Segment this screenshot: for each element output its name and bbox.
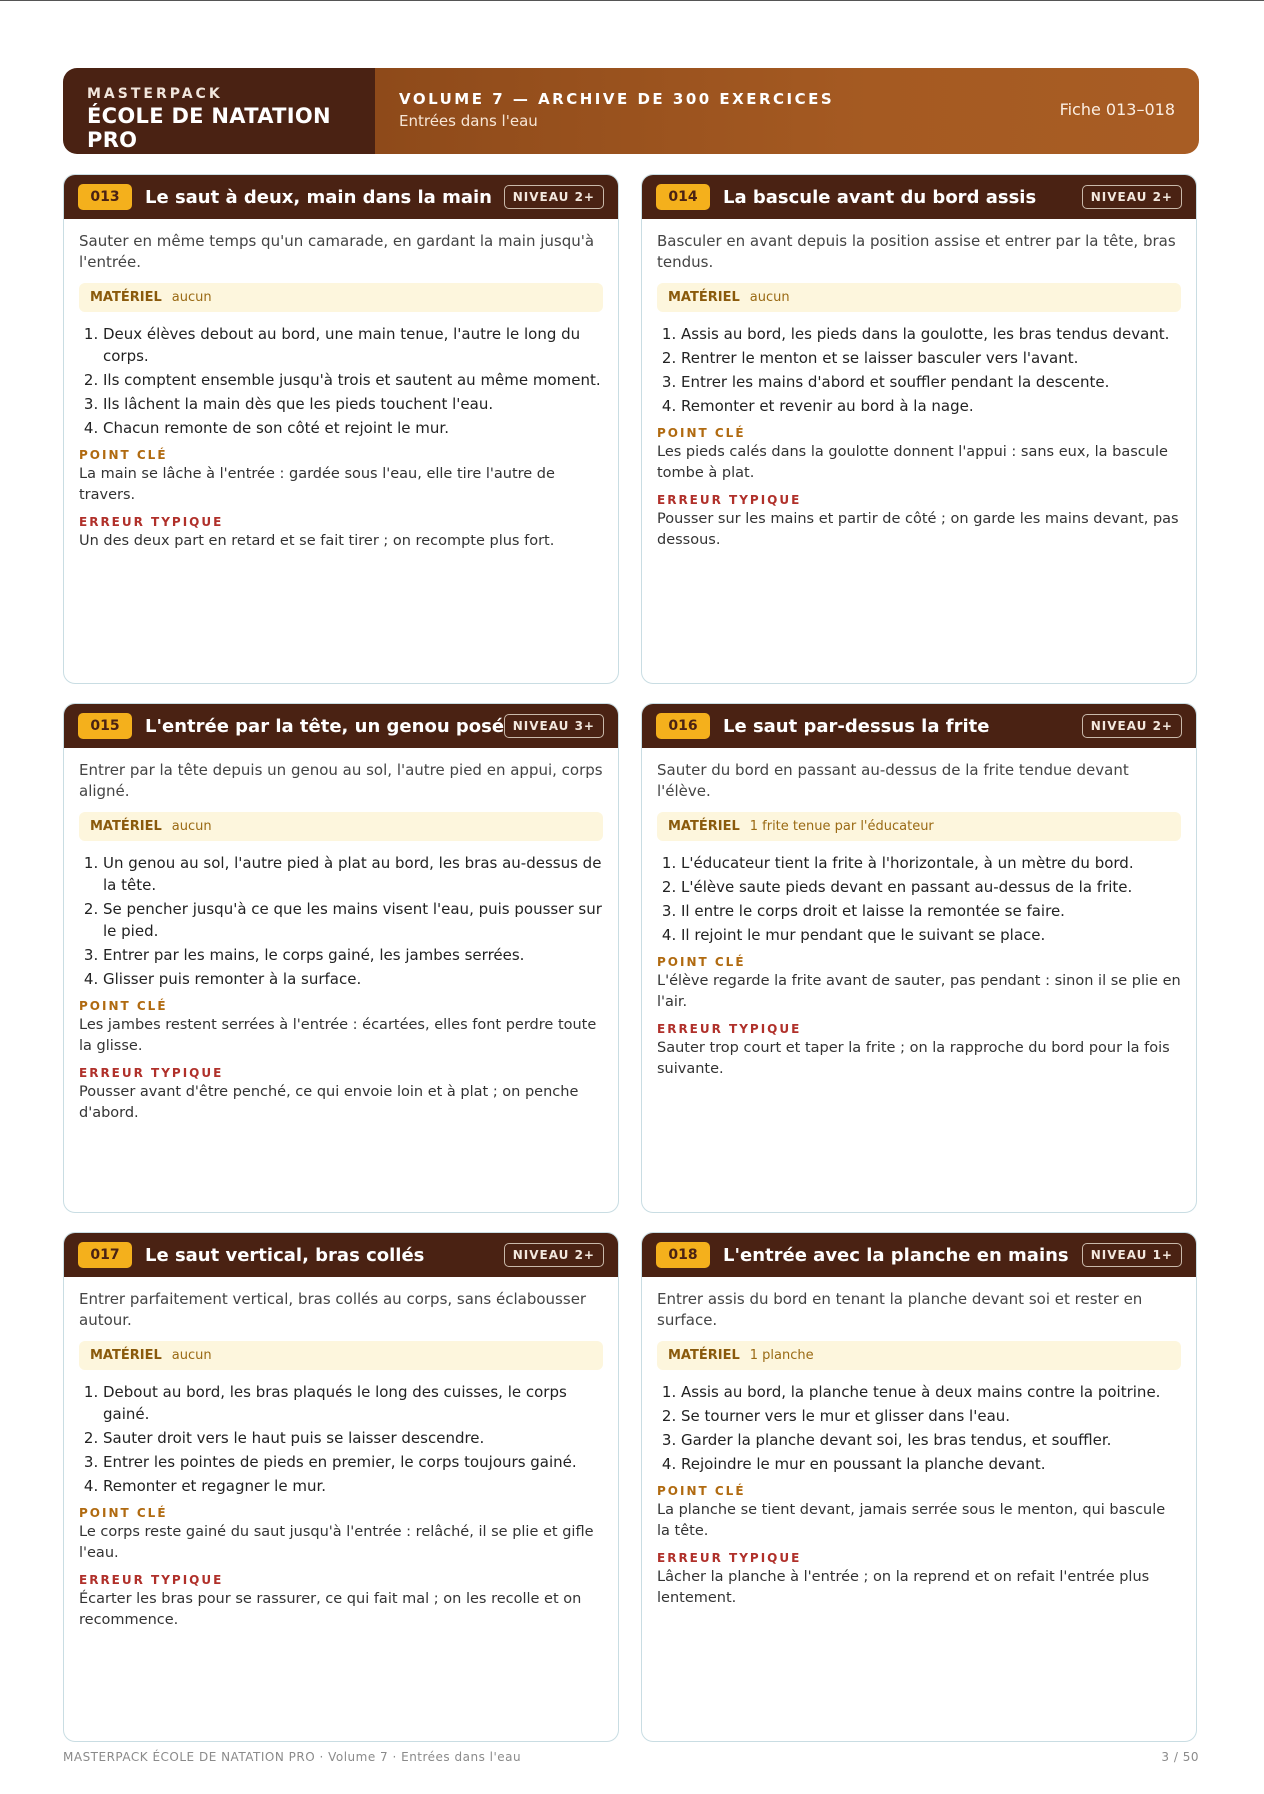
equipment-label: MATÉRIEL <box>668 1348 740 1363</box>
steps-list <box>79 323 603 439</box>
equipment-label: MATÉRIEL <box>90 290 162 305</box>
step-item: 1. Deux élèves debout au bord, une main tenue, l'autre le long du corps. <box>103 323 603 367</box>
typical-error-text: Écarter les bras pour se rassurer, ce qui fait mal ; on les recolle et on recommence. <box>79 1591 582 1628</box>
step-item: 1. Debout au bord, les bras plaqués le long des cuisses, le corps gainé. <box>103 1381 603 1425</box>
step-item: 2. Se tourner vers le mur et glisser dans l'eau. <box>681 1405 1181 1427</box>
card-header <box>64 1233 618 1277</box>
brand-block <box>63 68 375 154</box>
exercise-number: 013 <box>78 184 132 210</box>
exercise-card <box>641 174 1197 684</box>
step-item: 1. Assis au bord, la planche tenue à deux mains contre la poitrine. <box>681 1381 1181 1403</box>
step-item: 3. Entrer les pointes de pieds en premier, le corps toujours gainé. <box>103 1451 603 1473</box>
step-item: 3. Entrer par les mains, le corps gainé, les jambes serrées. <box>103 944 603 966</box>
key-point-text: La main se lâche à l'entrée : gardée sous l'eau, elle tire l'autre de travers. <box>79 466 555 503</box>
equipment-box <box>79 1341 603 1370</box>
step-item: 4. Remonter et regagner le mur. <box>103 1475 603 1497</box>
equipment-value: aucun <box>171 1348 212 1363</box>
step-item: 4. Chacun remonte de son côté et rejoint le mur. <box>103 417 603 439</box>
volume-subtitle: Entrées dans l'eau <box>399 112 538 130</box>
level-badge: NIVEAU 1+ <box>1082 1243 1182 1267</box>
card-header <box>642 704 1196 748</box>
card-header <box>64 175 618 219</box>
step-item: 4. Glisser puis remonter à la surface. <box>103 968 603 990</box>
level-badge: NIVEAU 2+ <box>504 1243 604 1267</box>
volume-title: VOLUME 7 — ARCHIVE DE 300 EXERCICES <box>399 90 835 108</box>
exercise-title: Le saut par-dessus la frite <box>723 715 990 737</box>
brand-title: ÉCOLE DE NATATION PRO <box>87 104 331 152</box>
header-banner <box>63 68 1199 154</box>
typical-error-label: ERREUR TYPIQUE <box>79 515 224 529</box>
fiche-range: Fiche 013–018 <box>1059 100 1175 119</box>
typical-error-label: ERREUR TYPIQUE <box>657 1551 802 1565</box>
exercise-description: Entrer par la tête depuis un genou au sol, l'autre pied en appui, corps aligné. <box>79 761 603 800</box>
key-point-text: Les jambes restent serrées à l'entrée : écartées, elles font perdre toute la glisse. <box>79 1017 597 1054</box>
equipment-label: MATÉRIEL <box>90 1348 162 1363</box>
exercise-title: La bascule avant du bord assis <box>723 186 1037 208</box>
equipment-value: aucun <box>171 819 212 834</box>
card-header <box>642 175 1196 219</box>
step-item: 3. Il entre le corps droit et laisse la remontée se faire. <box>681 900 1181 922</box>
step-item: 2. Se pencher jusqu'à ce que les mains visent l'eau, puis pousser sur le pied. <box>103 898 603 942</box>
equipment-value: 1 planche <box>749 1348 814 1363</box>
exercise-description: Sauter en même temps qu'un camarade, en gardant la main jusqu'à l'entrée. <box>79 232 595 271</box>
key-point-label: POINT CLÉ <box>657 1484 746 1498</box>
exercise-title: L'entrée avec la planche en mains <box>723 1244 1069 1266</box>
level-badge: NIVEAU 3+ <box>504 714 604 738</box>
step-item: 3. Garder la planche devant soi, les bras tendus, et souffler. <box>681 1429 1181 1451</box>
level-badge: NIVEAU 2+ <box>1082 714 1182 738</box>
key-point-label: POINT CLÉ <box>79 1506 168 1520</box>
key-point-text: Les pieds calés dans la goulotte donnent l'appui : sans eux, la bascule tombe à plat. <box>657 444 1168 481</box>
card-header <box>64 704 618 748</box>
steps-list <box>79 852 603 990</box>
key-point-text: Le corps reste gainé du saut jusqu'à l'entrée : relâché, il se plie et gifle l'eau. <box>79 1524 594 1561</box>
step-item: 2. Ils comptent ensemble jusqu'à trois et sautent au même moment. <box>103 369 603 391</box>
step-item: 1. Assis au bord, les pieds dans la goulotte, les bras tendus devant. <box>681 323 1181 345</box>
exercise-card <box>63 1232 619 1742</box>
step-item: 4. Il rejoint le mur pendant que le suivant se place. <box>681 924 1181 946</box>
exercise-number: 017 <box>78 1242 132 1268</box>
equipment-value: aucun <box>749 290 790 305</box>
steps-list <box>657 852 1181 946</box>
page-footer <box>63 1750 1199 1764</box>
equipment-value: 1 frite tenue par l'éducateur <box>749 819 934 834</box>
exercise-description: Entrer assis du bord en tenant la planche devant soi et rester en surface. <box>657 1290 1143 1329</box>
equipment-box <box>79 283 603 312</box>
equipment-box <box>79 812 603 841</box>
exercise-title: Le saut vertical, bras collés <box>145 1244 425 1266</box>
key-point-label: POINT CLÉ <box>657 955 746 969</box>
key-point-label: POINT CLÉ <box>657 426 746 440</box>
footer-source: MASTERPACK ÉCOLE DE NATATION PRO · Volume 7 · Entrées dans l'eau <box>63 1750 522 1764</box>
exercise-number: 018 <box>656 1242 710 1268</box>
exercise-card <box>63 174 619 684</box>
equipment-label: MATÉRIEL <box>90 819 162 834</box>
exercise-card <box>641 703 1197 1213</box>
step-item: 4. Remonter et revenir au bord à la nage. <box>681 395 1181 417</box>
key-point-text: L'élève regarde la frite avant de sauter, pas pendant : sinon il se plie en l'air. <box>657 973 1181 1010</box>
equipment-label: MATÉRIEL <box>668 290 740 305</box>
step-item: 2. L'élève saute pieds devant en passant au-dessus de la frite. <box>681 876 1181 898</box>
exercise-number: 015 <box>78 713 132 739</box>
equipment-box <box>657 812 1181 841</box>
page-number: 3 / 50 <box>1161 1750 1199 1764</box>
typical-error-label: ERREUR TYPIQUE <box>657 1022 802 1036</box>
exercise-description: Entrer parfaitement vertical, bras collés au corps, sans éclabousser autour. <box>79 1290 587 1329</box>
step-item: 2. Sauter droit vers le haut puis se laisser descendre. <box>103 1427 603 1449</box>
exercise-title: Le saut à deux, main dans la main <box>145 186 492 208</box>
brand-kicker: MASTERPACK <box>87 86 223 102</box>
step-item: 2. Rentrer le menton et se laisser basculer vers l'avant. <box>681 347 1181 369</box>
exercise-number: 014 <box>656 184 710 210</box>
steps-list <box>657 323 1181 417</box>
key-point-text: La planche se tient devant, jamais serrée sous le menton, qui bascule la tête. <box>657 1502 1166 1539</box>
exercise-card <box>641 1232 1197 1742</box>
exercise-title: L'entrée par la tête, un genou posé <box>145 715 505 737</box>
key-point-label: POINT CLÉ <box>79 448 168 462</box>
steps-list <box>657 1381 1181 1475</box>
exercise-number: 016 <box>656 713 710 739</box>
typical-error-label: ERREUR TYPIQUE <box>657 493 802 507</box>
key-point-label: POINT CLÉ <box>79 999 168 1013</box>
level-badge: NIVEAU 2+ <box>1082 185 1182 209</box>
level-badge: NIVEAU 2+ <box>504 185 604 209</box>
equipment-value: aucun <box>171 290 212 305</box>
top-rule <box>0 0 1264 1</box>
exercise-description: Sauter du bord en passant au-dessus de la frite tendue devant l'élève. <box>657 761 1129 800</box>
equipment-box <box>657 1341 1181 1370</box>
typical-error-text: Pousser avant d'être penché, ce qui envoie loin et à plat ; on penche d'abord. <box>79 1084 579 1121</box>
volume-block <box>375 68 1199 154</box>
step-item: 1. Un genou au sol, l'autre pied à plat au bord, les bras au-dessus de la tête. <box>103 852 603 896</box>
step-item: 4. Rejoindre le mur en poussant la planche devant. <box>681 1453 1181 1475</box>
exercise-description: Basculer en avant depuis la position assise et entrer par la tête, bras tendus. <box>657 232 1176 271</box>
typical-error-label: ERREUR TYPIQUE <box>79 1573 224 1587</box>
step-item: 3. Entrer les mains d'abord et souffler pendant la descente. <box>681 371 1181 393</box>
step-item: 3. Ils lâchent la main dès que les pieds touchent l'eau. <box>103 393 603 415</box>
steps-list <box>79 1381 603 1497</box>
typical-error-label: ERREUR TYPIQUE <box>79 1066 224 1080</box>
card-header <box>642 1233 1196 1277</box>
typical-error-text: Pousser sur les mains et partir de côté ; on garde les mains devant, pas dessous. <box>657 511 1179 548</box>
typical-error-text: Lâcher la planche à l'entrée ; on la reprend et on refait l'entrée plus lentement. <box>657 1569 1150 1606</box>
typical-error-text: Un des deux part en retard et se fait tirer ; on recompte plus fort. <box>79 533 555 549</box>
equipment-box <box>657 283 1181 312</box>
equipment-label: MATÉRIEL <box>668 819 740 834</box>
typical-error-text: Sauter trop court et taper la frite ; on la rapproche du bord pour la fois suivante. <box>657 1040 1170 1077</box>
exercise-card <box>63 703 619 1213</box>
step-item: 1. L'éducateur tient la frite à l'horizontale, à un mètre du bord. <box>681 852 1181 874</box>
